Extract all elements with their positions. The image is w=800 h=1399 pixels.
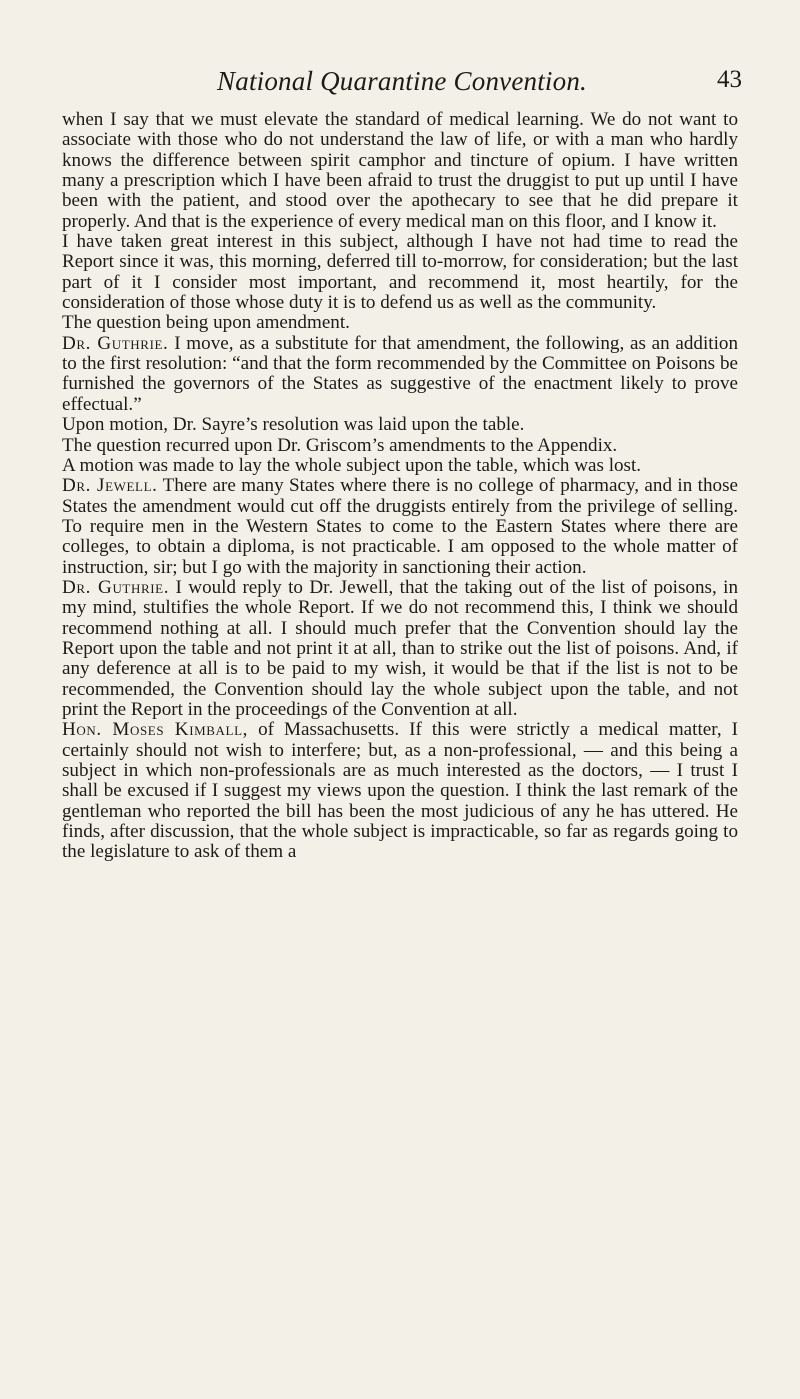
paragraph-text: of Massachusetts. If this were strictly a medical matter, I certainly should not wish to interfere; but, as a non-professional, — and this being a subject in which non-professionals are as much interested as the doctors, — I trust I shall be excused if I suggest my views upon the question. I think the last remark of the gentleman who reported the bill has been the most judicious of any he has uttered. He finds, after discussion, that the whole subject is impracticable, so far as regards going to the legislature to ask of them a [62,719,739,863]
paragraph-text: A motion was made to lay the whole subject upon the table, which was lost. [62,454,642,476]
paragraph-text: The question recurred upon Dr. Griscom’s amendments to the Appendix. [62,434,618,456]
page-number: 43 [717,66,742,93]
paragraph [62,476,738,578]
paragraph [62,720,738,862]
paragraph [62,456,738,476]
paragraph-text: There are many States where there is no college of pharmacy, and in those States the amendment would cut off the druggists entirely from the privilege of selling. To require men in the Western States to come to the Eastern States where there are colleges, to obtain a diploma, is not practicable. I am opposed to the whole matter of instruction, sir; but I go with the majority in sanctioning their action. [62,475,738,578]
speaker-name: Dr. Jewell. [62,475,158,497]
paragraph-text: I move, as a substitute for that amendment, the following, as an addition to the first resolution: “and that the form recommended by the Committee on Poisons be furnished the governors of the States as suggestive of the enactment likely to prove effectual.” [62,332,738,415]
running-title: National Quarantine Convention. [217,66,587,96]
paragraph [62,436,738,456]
speaker-name: Hon. Moses Kimball, [62,719,249,741]
paragraph-text: The question being upon amendment. [62,312,350,334]
paragraph-text: I have taken great interest in this subject, although I have not had time to read the Report since it was, this morning, deferred till to-morrow, for consideration; but the last part of it I consider most important, and recommend it, most heartily, for the consideration of those whose duty it is to defend us as well as the community. [62,231,738,314]
paragraph [62,110,738,232]
paragraph [62,313,738,333]
paragraph [62,415,738,435]
body-text [62,110,738,863]
speaker-name: Dr. Guthrie. [62,332,169,354]
running-head [62,66,742,102]
paragraph [62,232,738,313]
paragraph-text: when I say that we must elevate the standard of medical learning. We do not want to associate with those who do not understand the law of life, or with a man who hardly knows the difference between spirit camphor and tincture of opium. I have written many a prescription which I have been afraid to trust the druggist to put up until I have been with the patient, and stood over the apothecary to see that he did prepare it properly. And that is the experience of every medical man on this floor, and I know it. [62,109,738,232]
paragraph-text: Upon motion, Dr. Sayre’s resolution was laid upon the table. [62,414,525,436]
paragraph-text: I would reply to Dr. Jewell, that the taking out of the list of poisons, in my mind, stultifies the whole Report. If we do not recommend this, I think we should recommend nothing at all. I should much prefer that the Convention should lay the Report upon the table and not print it at all, than to strike out the list of poisons. And, if any deference at all is to be paid to my wish, it would be that if the list is not to be recommended, the Convention should lay the whole subject upon the table, and not print the Report in the proceedings of the Convention at all. [62,576,738,720]
paragraph [62,578,738,720]
speaker-name: Dr. Guthrie. [62,576,170,598]
paragraph [62,334,738,415]
